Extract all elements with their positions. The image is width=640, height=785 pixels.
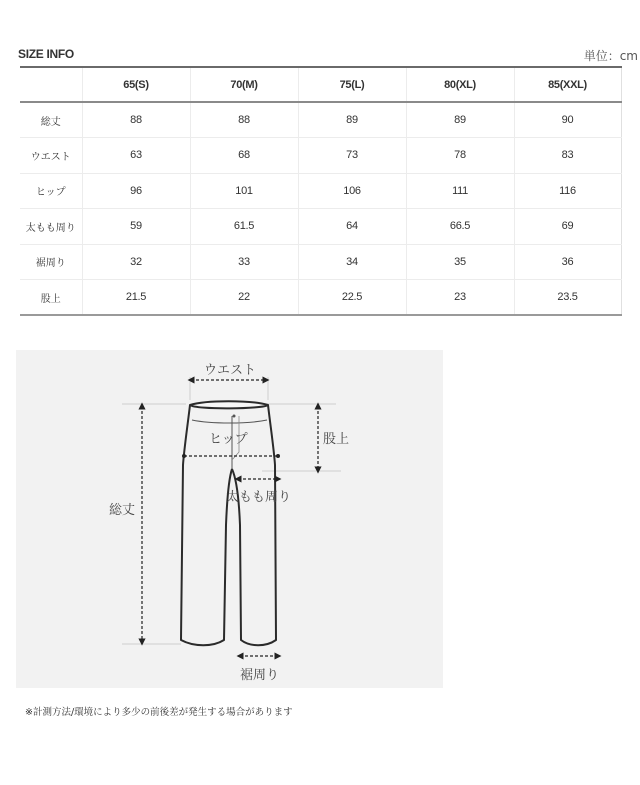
table-cell: 66.5: [406, 209, 514, 245]
rise-label: 股上: [323, 432, 350, 447]
table-cell: 83: [514, 138, 621, 174]
table-cell: 69: [514, 209, 621, 245]
row-label: ウエスト: [20, 138, 82, 174]
pants-illustration-icon: [16, 350, 443, 688]
measurement-note: ※計測方法/環境により多少の前後差が発生する場合があります: [25, 707, 293, 718]
table-cell: 22: [190, 280, 298, 316]
table-cell: 23.5: [514, 280, 621, 316]
table-row: [20, 102, 621, 138]
row-label: 太もも周り: [20, 209, 82, 245]
table-cell: 73: [298, 138, 406, 174]
table-cell: 23: [406, 280, 514, 316]
table-cell: 89: [298, 102, 406, 138]
hip-label: ヒップ: [209, 432, 248, 447]
table-cell: 36: [514, 244, 621, 280]
table-cell: 106: [298, 173, 406, 209]
size-table: [20, 66, 622, 316]
table-cell: 22.5: [298, 280, 406, 316]
table-cell: 78: [406, 138, 514, 174]
table-row: [20, 138, 621, 174]
row-label: ヒップ: [20, 173, 82, 209]
table-cell: 21.5: [82, 280, 190, 316]
table-cell: 68: [190, 138, 298, 174]
total-length-label: 総丈: [109, 503, 136, 518]
table-cell: 34: [298, 244, 406, 280]
row-label: 股上: [20, 280, 82, 316]
table-cell: 90: [514, 102, 621, 138]
header-cell-80xl: 80(XL): [406, 67, 514, 102]
thigh-label: 太もも周り: [226, 490, 292, 505]
table-cell: 35: [406, 244, 514, 280]
row-label: 裾周り: [20, 244, 82, 280]
table-cell: 89: [406, 102, 514, 138]
table-row: [20, 173, 621, 209]
table-cell: 63: [82, 138, 190, 174]
table-cell: 88: [82, 102, 190, 138]
table-row: [20, 209, 621, 245]
waist-label: ウエスト: [204, 363, 257, 378]
table-cell: 33: [190, 244, 298, 280]
header-cell-empty: [20, 67, 82, 102]
header-cell-65s: 65(S): [82, 67, 190, 102]
unit-label: 単位：cm: [583, 49, 638, 63]
row-label: 総丈: [20, 102, 82, 138]
size-info-title: SIZE INFO: [18, 47, 74, 61]
table-row: [20, 280, 621, 316]
table-cell: 88: [190, 102, 298, 138]
table-cell: 64: [298, 209, 406, 245]
table-header-row: [20, 67, 621, 102]
table-cell: 32: [82, 244, 190, 280]
table-cell: 116: [514, 173, 621, 209]
table-cell: 96: [82, 173, 190, 209]
header-cell-75l: 75(L): [298, 67, 406, 102]
table-row: [20, 244, 621, 280]
table-cell: 59: [82, 209, 190, 245]
table-cell: 101: [190, 173, 298, 209]
header-cell-70m: 70(M): [190, 67, 298, 102]
hem-label: 裾周り: [240, 668, 280, 683]
table-cell: 61.5: [190, 209, 298, 245]
pants-measurement-diagram: [16, 350, 443, 688]
header-cell-85xxl: 85(XXL): [514, 67, 621, 102]
table-cell: 111: [406, 173, 514, 209]
